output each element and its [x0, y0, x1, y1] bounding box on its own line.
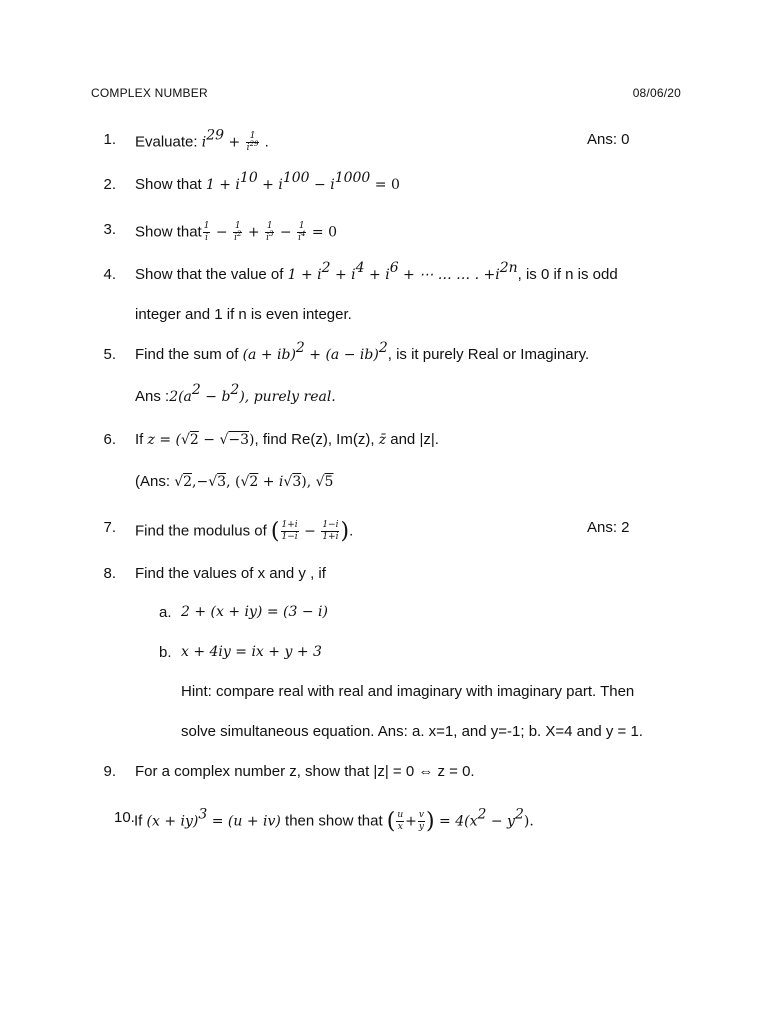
- answer: [135, 382, 336, 405]
- exponent: 2: [230, 382, 240, 398]
- exponent: 10: [239, 170, 258, 186]
- conjugate-symbol: z̄: [378, 432, 387, 448]
- right-paren: ): [340, 519, 350, 544]
- square-root: √3: [283, 474, 302, 490]
- exponent: 29: [206, 127, 225, 144]
- question-label: , is 0 if n is odd: [517, 266, 618, 283]
- fraction: [418, 810, 425, 833]
- math-operator: +: [243, 224, 265, 241]
- question-number: 3.: [103, 221, 116, 238]
- math-operator: −: [198, 432, 220, 448]
- fraction-denominator: $i^2$: [234, 230, 242, 243]
- question-8-hint: [0, 680, 768, 708]
- math-term: + i: [257, 177, 283, 193]
- radicand: 2: [249, 474, 259, 490]
- exponent: 6: [389, 260, 399, 276]
- question-label: , is it purely Real or Imaginary.: [387, 346, 590, 363]
- left-paren: (: [386, 809, 396, 834]
- question-7: [0, 516, 768, 544]
- fraction-denominator: i: [205, 233, 209, 243]
- punctuation: .: [260, 133, 269, 151]
- radicand: 5: [324, 474, 334, 490]
- math-term: ),: [301, 474, 316, 490]
- answer-label: Ans :: [135, 388, 170, 405]
- answer: [135, 473, 333, 490]
- question-number: 7.: [103, 519, 116, 536]
- exponent: 100: [282, 170, 310, 186]
- question-text: [135, 170, 400, 193]
- fraction-numerator: 1: [234, 221, 241, 231]
- left-paren: (: [270, 519, 280, 544]
- radicand: −3: [228, 432, 250, 448]
- radicand: 3: [217, 474, 227, 490]
- math-term: + ⋯ … … . +i: [398, 267, 500, 283]
- answer-label: (Ans:: [135, 473, 175, 490]
- answer: Ans: 0: [587, 131, 630, 148]
- question-text: [135, 127, 269, 154]
- math-term: + i: [364, 267, 390, 283]
- square-root: √−3: [219, 432, 250, 448]
- question-text: Find the values of x and y , if: [135, 565, 326, 582]
- math-term: z = (: [147, 432, 181, 448]
- question-label: then show that: [280, 812, 387, 830]
- radicand: 3: [292, 474, 302, 490]
- fraction-denominator: y: [418, 822, 424, 832]
- question-label: Show that: [135, 176, 206, 193]
- question-4-continued: [0, 303, 768, 331]
- exponent: 2n: [499, 260, 518, 276]
- right-paren: ): [426, 809, 435, 834]
- radicand: 2: [189, 432, 199, 448]
- question-number: 1.: [103, 131, 116, 148]
- question-10: [0, 806, 768, 834]
- exponent: 4: [355, 260, 365, 276]
- exponent: 2: [321, 260, 331, 276]
- question-text: [134, 806, 534, 834]
- question-label: Find the sum of: [135, 346, 243, 363]
- question-label: Show that: [135, 223, 202, 241]
- exponent: 3: [198, 806, 208, 823]
- fraction: [265, 221, 274, 244]
- exponent: 2: [378, 340, 388, 356]
- question-6-answer: [0, 470, 768, 498]
- question-label: If: [134, 812, 147, 830]
- question-label: If: [135, 431, 148, 448]
- answer: Ans: 2: [587, 519, 630, 536]
- math-operator: −: [299, 523, 321, 540]
- fraction-denominator: $i^{29}$: [246, 140, 259, 153]
- square-root: √5: [315, 474, 334, 490]
- question-text: integer and 1 if n is even integer.: [135, 306, 352, 323]
- math-term: = 0: [370, 177, 400, 193]
- exponent: 2: [295, 340, 305, 356]
- question-text: [135, 519, 353, 544]
- fraction-denominator: x: [397, 822, 403, 832]
- fraction: [246, 131, 260, 154]
- math-term: i: [201, 134, 207, 151]
- question-number: 2.: [103, 176, 116, 193]
- square-root: √3: [208, 474, 227, 490]
- doc-title: COMPLEX NUMBER: [91, 86, 208, 100]
- math-operator: −: [211, 224, 233, 241]
- question-label: Show that the value of: [135, 266, 288, 283]
- question-text: For a complex number z, show that |z| = 0 ⇔ z = 0.: [135, 763, 475, 780]
- math-term: + i: [258, 474, 284, 490]
- math-term: − y: [486, 813, 515, 830]
- math-operator: +: [405, 813, 417, 830]
- question-8b: [0, 641, 768, 669]
- fraction: [203, 221, 211, 244]
- math-operator: −: [275, 224, 297, 241]
- question-number: 10.: [114, 809, 135, 826]
- fraction-numerator: 1: [298, 221, 305, 231]
- hint-text: Hint: compare real with real and imaginary with imaginary part. Then: [181, 683, 635, 700]
- math-term: , (: [226, 474, 241, 490]
- question-9: [0, 760, 768, 788]
- fraction: [396, 810, 404, 833]
- fraction-numerator: 1: [266, 221, 273, 231]
- exponent: 3: [268, 230, 274, 238]
- equation: x + 4iy = ix + y + 3: [181, 644, 322, 660]
- question-text: [135, 260, 618, 283]
- math-term: ): [249, 432, 255, 448]
- punctuation: .: [349, 522, 354, 540]
- math-term: (x + iy): [146, 813, 199, 830]
- question-label: Find the modulus of: [135, 522, 271, 540]
- fraction: [281, 520, 299, 543]
- math-term: ), purely real.: [239, 389, 336, 405]
- square-root: √2: [240, 474, 259, 490]
- fraction-numerator: v: [418, 810, 424, 820]
- math-term: 1 + i: [205, 177, 240, 193]
- fraction-numerator: 1−i: [322, 520, 339, 530]
- question-number: 9.: [103, 763, 116, 780]
- math-term: = 0: [307, 224, 337, 241]
- math-term: 2(a: [169, 389, 192, 405]
- question-label: Evaluate:: [135, 133, 202, 151]
- question-label: , find Re(z), Im(z),: [254, 431, 379, 448]
- question-text: [135, 221, 337, 244]
- math-term: (a + ib): [242, 347, 296, 363]
- math-term: = 4(x: [434, 813, 478, 830]
- question-number: 5.: [103, 346, 116, 363]
- question-5-answer: [0, 382, 768, 413]
- exponent: 1000: [334, 170, 371, 186]
- fraction-numerator: u: [397, 810, 404, 820]
- exponent: 2: [191, 382, 201, 398]
- math-term: = (u + iv): [207, 813, 281, 830]
- math-term: ).: [523, 813, 534, 830]
- math-term: 1 + i: [287, 267, 322, 283]
- question-6: [0, 428, 768, 456]
- fraction-denominator: $i^3$: [266, 230, 274, 243]
- question-3: [0, 218, 768, 246]
- equation: 2 + (x + iy) = (3 − i): [181, 604, 328, 620]
- question-4: [0, 260, 768, 291]
- square-root: √2: [174, 474, 193, 490]
- question-1: [0, 128, 768, 156]
- exponent: 2: [477, 806, 487, 823]
- question-8a: [0, 601, 768, 629]
- question-8: [0, 562, 768, 590]
- fraction-numerator: 1+i: [281, 520, 298, 530]
- exponent: 2: [236, 230, 242, 238]
- doc-date: 08/06/20: [632, 86, 681, 100]
- exponent: 2: [514, 806, 524, 823]
- math-term: − i: [309, 177, 335, 193]
- question-number: 6.: [103, 431, 116, 448]
- fraction-numerator: 1: [246, 131, 260, 143]
- question-5: [0, 340, 768, 371]
- question-text: [135, 431, 439, 448]
- exponent: 4: [300, 230, 306, 238]
- subquestion-label: b.: [159, 644, 172, 661]
- fraction: [321, 520, 339, 543]
- fraction-denominator: 1+i: [322, 532, 339, 542]
- math-term: − b: [200, 389, 231, 405]
- radicand: 2: [183, 474, 193, 490]
- question-label: and |z|.: [386, 431, 439, 448]
- math-operator: +: [224, 134, 245, 151]
- square-root: √2: [180, 432, 199, 448]
- question-number: 8.: [103, 565, 116, 582]
- fraction-numerator: 1: [203, 221, 210, 231]
- math-term: + (a − ib): [304, 347, 379, 363]
- question-number: 4.: [103, 266, 116, 283]
- fraction: [297, 221, 306, 244]
- math-term: + i: [330, 267, 356, 283]
- fraction-denominator: $i^4$: [298, 230, 306, 243]
- question-text: [135, 340, 590, 363]
- fraction: [233, 221, 242, 244]
- question-8-hint-continued: [0, 720, 768, 748]
- exponent: 29: [249, 140, 259, 148]
- hint-text: solve simultaneous equation. Ans: a. x=1, and y=-1; b. X=4 and y = 1.: [181, 723, 643, 740]
- math-term: ,−: [192, 474, 209, 490]
- fraction-denominator: 1−i: [281, 532, 298, 542]
- question-2: [0, 170, 768, 201]
- subquestion-label: a.: [159, 604, 172, 621]
